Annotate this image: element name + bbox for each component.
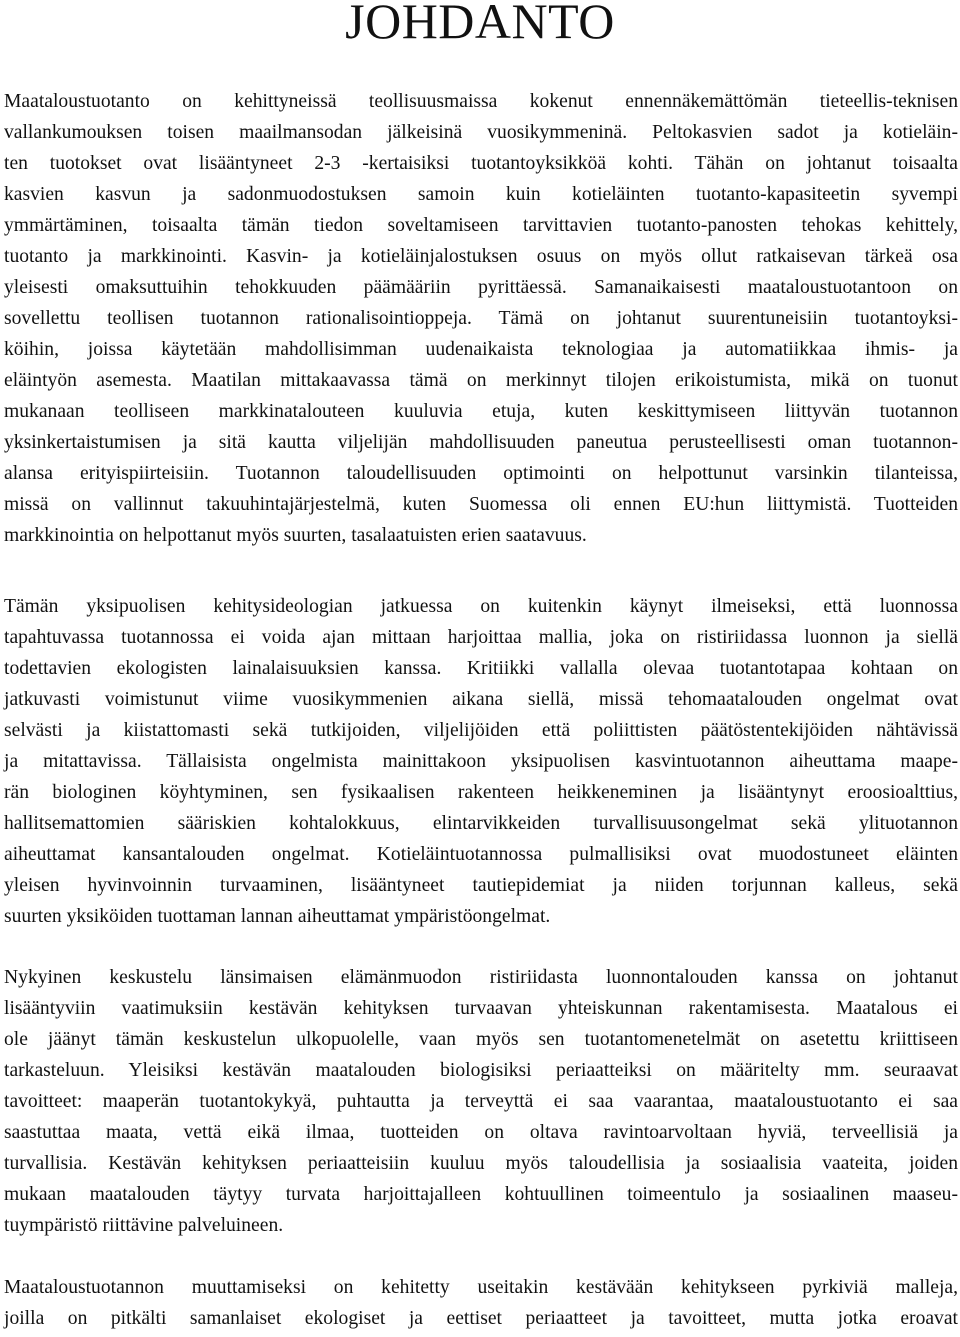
paragraph-1 (4, 86, 958, 551)
text-line: jatkuvasti voimistunut viime vuosikymmenien aikana siellä, missä tehomaatalouden ongelmat ovat (4, 689, 958, 710)
text-line: Nykyinen keskustelu länsimaisen elämänmuodon ristiriidasta luonnontalouden kanssa on johtanut (4, 967, 958, 988)
text-line: köihin, joissa käytetään mahdollisimman uudenaikaista teknologiaa ja automatiikkaa ihmis- ja (4, 339, 958, 360)
text-line: tuympäristö riittävine palveluineen. (4, 1215, 284, 1236)
text-line: yleisen hyvinvoinnin turvaaminen, lisääntyneet tautiepidemiat ja niiden torjunnan kalleus, sekä (4, 875, 958, 896)
text-line: todettavien ekologisten lainalaisuuksien kanssa. Kritiikki vallalla olevaa tuotantotapaa kohtaan on (4, 658, 958, 679)
text-line: markkinointia on helpottanut myös suurten, tasalaatuisten erien saatavuus. (4, 525, 587, 546)
text-line: selvästi ja kiistattomasti sekä tutkijoiden, viljelijöiden että poliittisten päätöstentekijöiden nähtävissä (4, 720, 958, 741)
text-line: ole jäänyt tämän keskustelun ulkopuolelle, vaan myös sen tuotantomenetelmät on asetettu kriittiseen (4, 1029, 958, 1050)
text-line: turvallisia. Kestävän kehityksen periaatteisiin kuuluu myös taloudellisia ja sosiaalisia vaateita, joiden (4, 1153, 958, 1174)
text-line: yleisesti omaksuttuihin tehokkuuden päämääriin pyrittäessä. Samanaikaisesti maataloustuotantoon on (4, 277, 958, 298)
text-line: ymmärtäminen, toisaalta tämän tiedon soveltamiseen tarvittavien tuotanto-panosten tehokas kehittely, (4, 215, 958, 236)
text-line: ja mitattavissa. Tällaisista ongelmista mainittakoon yksipuolisen kasvintuotannon aiheuttama maape- (4, 751, 958, 772)
text-line: vallankumouksen toisen maailmansodan jälkeisinä vuosikymmeninä. Peltokasvien sadot ja kotieläin- (4, 122, 958, 143)
text-line: joilla on pitkälti samanlaiset ekologiset ja eettiset periaatteet ja tavoitteet, mutta jotka eroavat (4, 1308, 958, 1329)
text-line: tuotanto ja markkinointi. Kasvin- ja kotieläinjalostuksen osuus on myös ollut ratkaisevan tärkeä osa (4, 246, 958, 267)
text-line: mukanaan teolliseen markkinatalouteen kuuluvia etuja, kuten keskittymiseen liittyvän tuotannon (4, 401, 958, 422)
text-line: suurten yksiköiden tuottaman lannan aiheuttamat ympäristöongelmat. (4, 906, 551, 927)
text-line: tapahtuvassa tuotannossa ei voida ajan mittaan harjoittaa mallia, joka on ristiriidassa luonnon ja siellä (4, 627, 958, 648)
text-line: eläintyön asemesta. Maatilan mittakaavassa tämä on merkinnyt tilojen erikoistumista, mikä on tuonut (4, 370, 958, 391)
paragraph-2 (4, 591, 958, 932)
text-line: kasvien kasvun ja sadonmuodostuksen samoin kuin kotieläinten tuotanto-kapasiteetin syvempi (4, 184, 958, 205)
page-title: JOHDANTO (345, 0, 615, 49)
text-line: Tämän yksipuolisen kehitysideologian jatkuessa on kuitenkin käynyt ilmeiseksi, että luonnossa (4, 596, 958, 617)
text-line: missä on vallinnut takuuhintajärjestelmä, kuten Suomessa oli ennen EU:hun liittymistä. Tuotteiden (4, 494, 958, 515)
text-line: alansa erityispiirteisiin. Tuotannon taloudellisuuden optimointi on helpottunut varsinkin tilanteissa, (4, 463, 958, 484)
text-line: mukaan maatalouden täytyy turvata harjoittajalleen kohtuullinen toimeentulo ja sosiaalinen maaseu- (4, 1184, 958, 1205)
text-line: Maataloustuotanto on kehittyneissä teollisuusmaissa kokenut ennennäkemättömän tieteellis-teknisen (4, 91, 958, 112)
paragraph-4 (4, 1272, 958, 1334)
text-line: tavoitteet: maaperän tuotantokykyä, puhtautta ja terveyttä ei saa vaarantaa, maataloustuotanto ei saa (4, 1091, 958, 1112)
text-line: hallitsemattomien sääriskien kohtalokkuus, elintarvikkeiden turvallisuusongelmat sekä ylituotannon (4, 813, 958, 834)
text-line: yksinkertaistumisen ja sitä kautta viljelijän mahdollisuuden paneutua perusteellisesti oman tuotannon- (4, 432, 958, 453)
text-line: saastuttaa maata, vettä eikä ilmaa, tuotteiden on oltava ravintoarvoltaan hyviä, terveellisiä ja (4, 1122, 958, 1143)
text-line: aiheuttamat kansantalouden ongelmat. Kotieläintuotannossa pulmallisiksi ovat muodostuneet eläinten (4, 844, 958, 865)
text-line: rän biologinen köyhtyminen, sen fysikaalisen rakenteen heikkeneminen ja lisääntynyt eroosioalttius, (4, 782, 958, 803)
text-line: sovellettu teollisen tuotannon rationalisointioppeja. Tämä on johtanut suurentuneisiin tuotantoyksi- (4, 308, 958, 329)
paragraph-3 (4, 962, 958, 1241)
text-line: lisääntyviin vaatimuksiin kestävän kehityksen turvaavan yhteiskunnan rakentamisesta. Maatalous ei (4, 998, 958, 1019)
text-line: Maataloustuotannon muuttamiseksi on kehitetty useitakin kestävään kehitykseen pyrkiviä malleja, (4, 1277, 958, 1298)
text-line: ten tuotokset ovat lisääntyneet 2-3 -kertaisiksi tuotantoyksikköä kohti. Tähän on johtanut toisaalta (4, 153, 958, 174)
text-line: tarkasteluun. Yleisiksi kestävän maatalouden biologisiksi periaatteiksi on määritelty mm. seuraavat (4, 1060, 958, 1081)
